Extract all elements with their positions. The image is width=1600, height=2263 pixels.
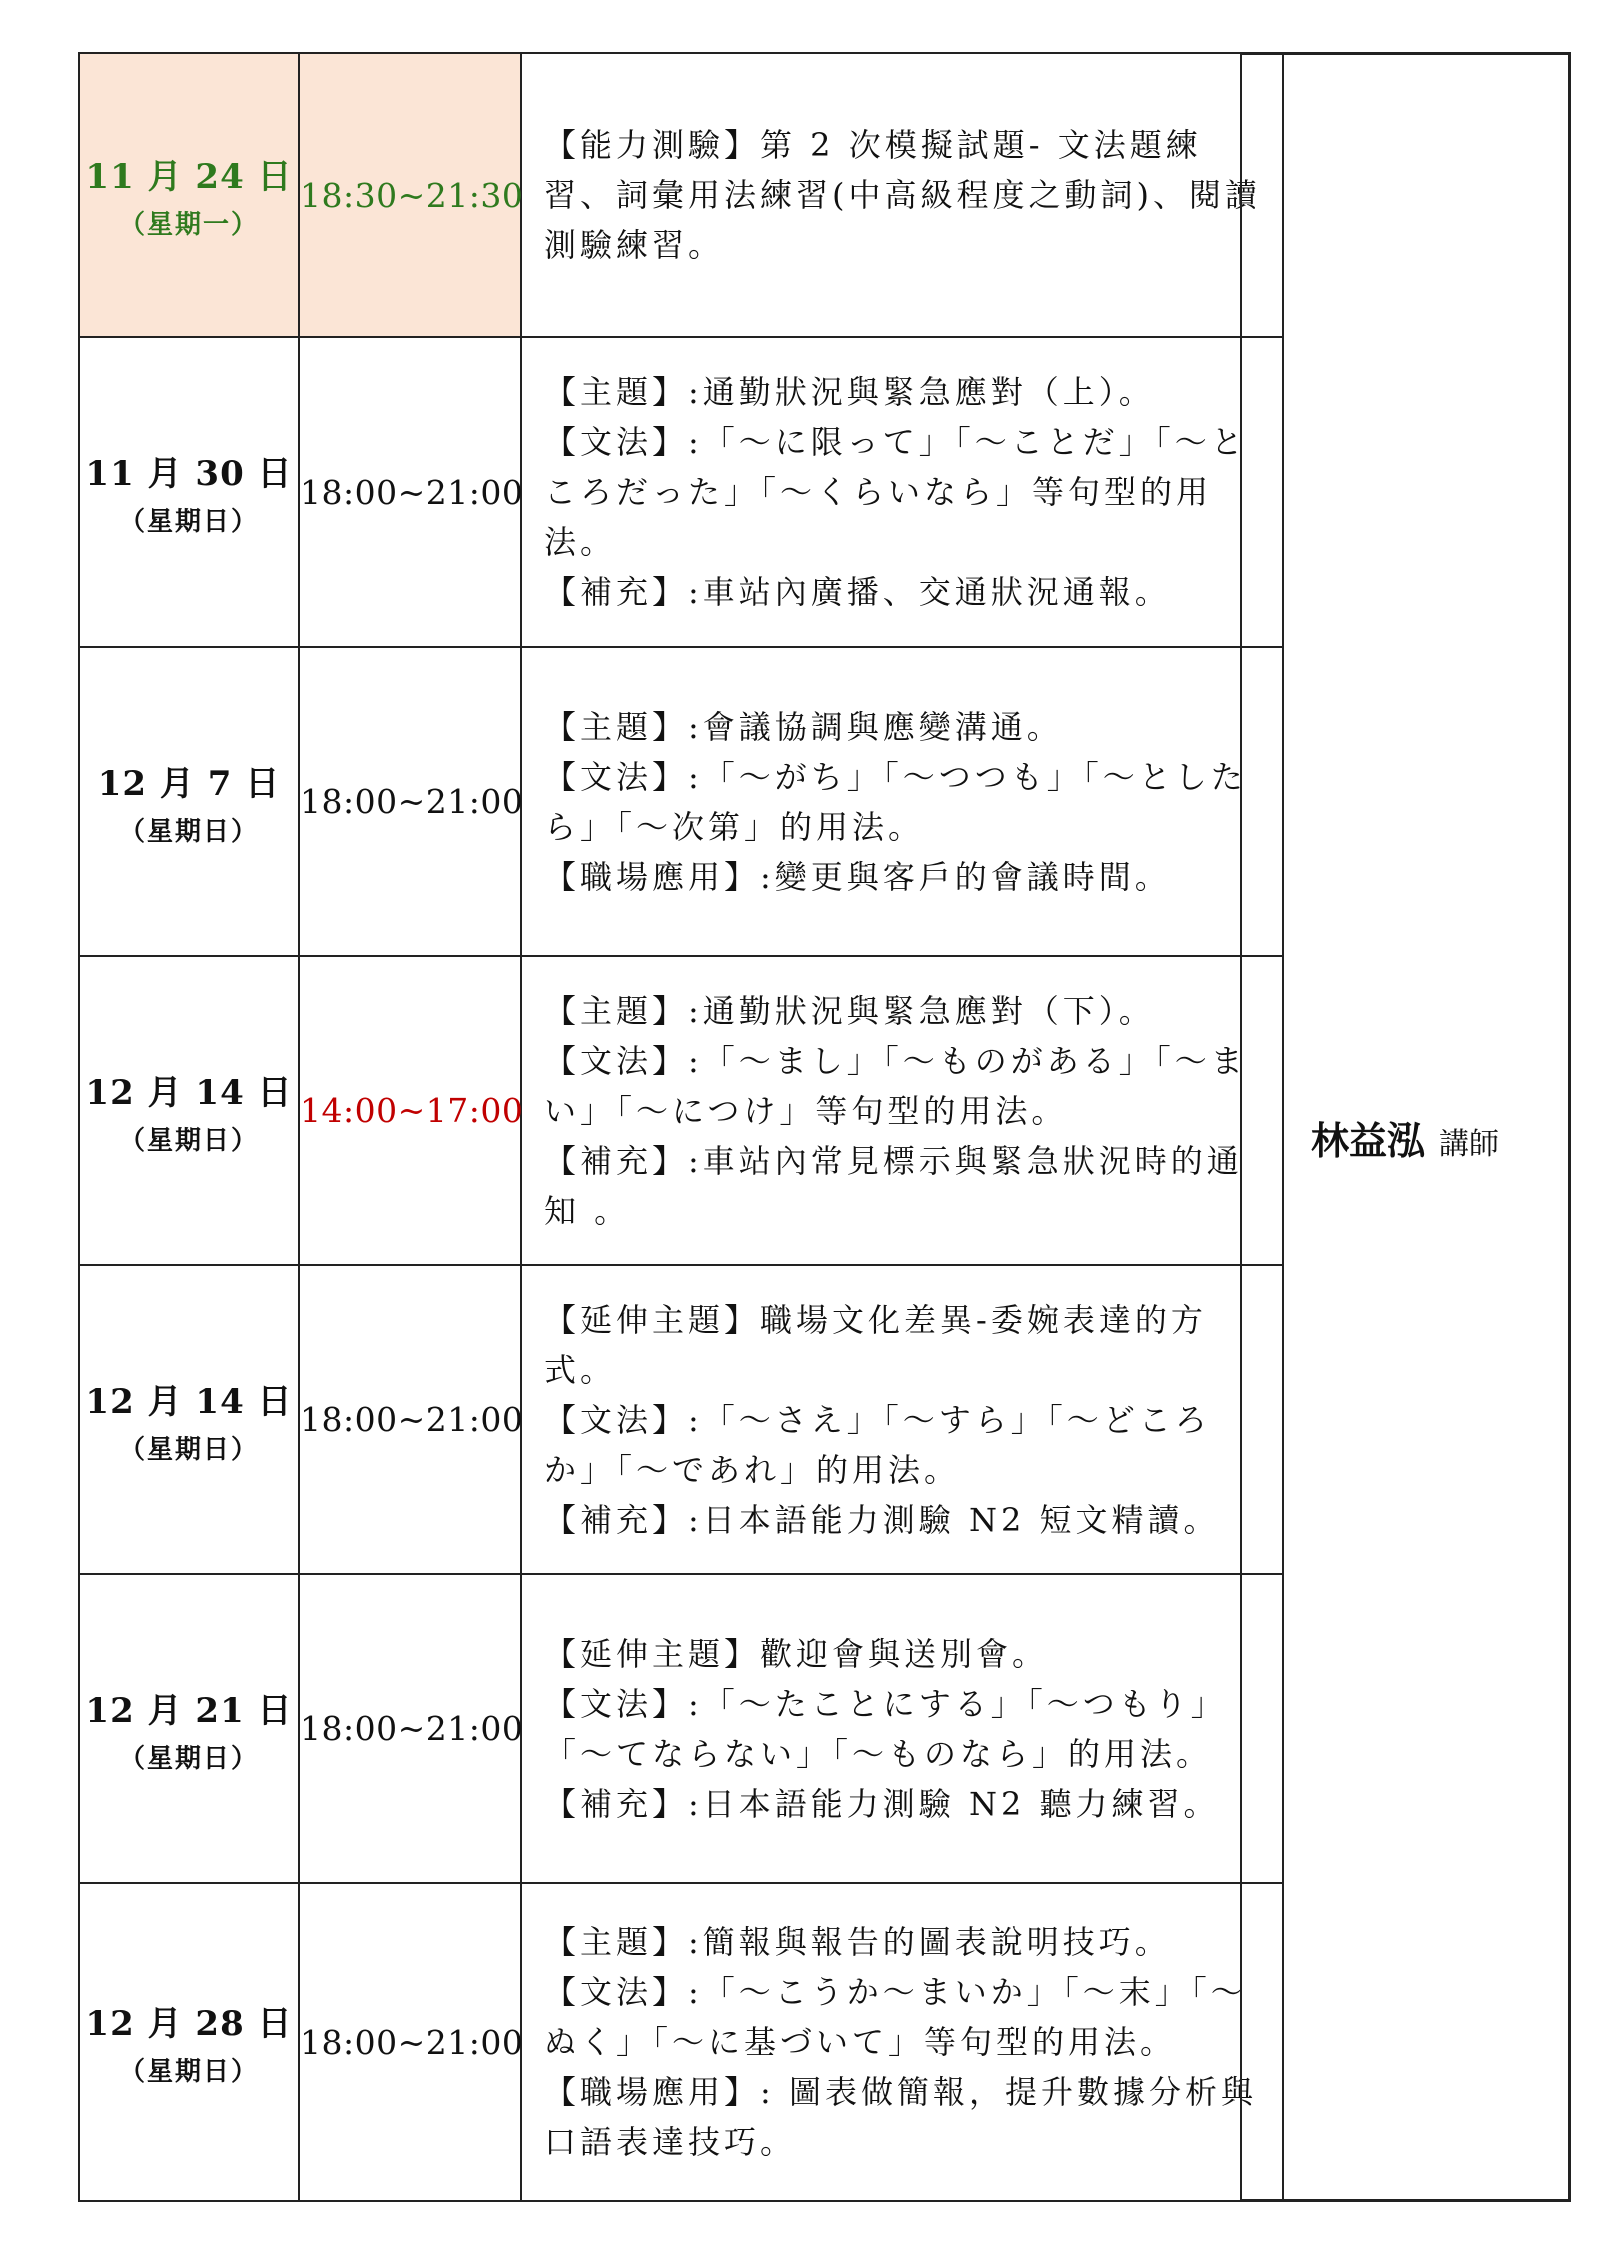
content-cell [521, 956, 1283, 1265]
time-cell: 18:00~21:00 [299, 1574, 521, 1883]
content-line: 【延伸主題】歡迎會與送別會。 [544, 1634, 1049, 1673]
content-cell [521, 337, 1283, 647]
content-line: 【文法】:「～さえ」「～すら」「～どころか」「～であれ」的用法。 [544, 1400, 1211, 1489]
content-line: 【補充】:車站內常見標示與緊急狀況時的通知 。 [544, 1141, 1243, 1230]
date: 11 月 30 日 [85, 454, 293, 494]
date: 12 月 14 日 [85, 1381, 293, 1422]
time-cell: 18:30~21:30 [299, 53, 521, 337]
schedule-row [79, 647, 1283, 956]
content-cell [521, 1265, 1283, 1574]
content-line: 【補充】:日本語能力測驗 N2 短文精讀。 [544, 1500, 1220, 1539]
content-line: 【職場應用】: 圖表做簡報，提升數據分析與口語表達技巧。 [544, 2073, 1257, 2161]
schedule-row [79, 337, 1283, 647]
instructor-name: 林益泓 [1310, 1119, 1425, 1163]
weekday: （星期日） [118, 507, 259, 537]
content-line: 【補充】:日本語能力測驗 N2 聽力練習。 [544, 1784, 1220, 1823]
schedule-row [79, 1883, 1283, 2201]
schedule-table [78, 52, 1284, 2202]
content-line: 【文法】:「～がち」「～つつも」「～としたら」「～次第」的用法。 [544, 757, 1247, 846]
content-line: 【職場應用】:變更與客戶的會議時間。 [544, 857, 1171, 896]
content-line: 【主題】:簡報與報告的圖表說明技巧。 [544, 1923, 1171, 1961]
content-line: 【文法】:「～に限って」「～ことだ」「～ところだった」「～くらいなら」等句型的用法。 [544, 423, 1247, 561]
content-line: 【主題】:通勤狀況與緊急應對（上）。 [544, 373, 1155, 411]
content-line: 【延伸主題】職場文化差異-委婉表達的方式。 [544, 1300, 1207, 1389]
content-cell [521, 647, 1283, 956]
content-cell [521, 53, 1283, 337]
time-cell: 18:00~21:00 [299, 647, 521, 956]
weekday: （星期一） [118, 210, 259, 240]
content-line: 【文法】:「～まし」「～ものがある」「～まい」「～につけ」等句型的用法。 [544, 1041, 1247, 1130]
time-cell: 18:00~21:00 [299, 1883, 521, 2201]
content-line: 【文法】:「～こうか～まいか」「～末」「～ぬく」「～に基づいて」等句型的用法。 [544, 1973, 1247, 2061]
date-cell [79, 1883, 299, 2201]
date-cell [79, 647, 299, 956]
weekday: （星期日） [118, 1125, 259, 1156]
weekday: （星期日） [118, 2057, 259, 2087]
content-line: 【補充】:車站內廣播、交通狀況通報。 [544, 573, 1171, 611]
content-line: 【文法】:「～たことにする」「～つもり」「～てならない」「～ものなら」的用法。 [544, 1684, 1227, 1773]
date-cell [79, 53, 299, 337]
weekday: （星期日） [118, 816, 259, 847]
weekday: （星期日） [118, 1434, 259, 1465]
instructor-cell [1240, 52, 1571, 2202]
schedule-row [79, 1265, 1283, 1574]
date-cell [79, 337, 299, 647]
date-cell [79, 1574, 299, 1883]
time-cell: 18:00~21:00 [299, 1265, 521, 1574]
content-line: 【主題】:通勤狀況與緊急應對（下）。 [544, 991, 1155, 1030]
schedule-row [79, 956, 1283, 1265]
date: 12 月 28 日 [85, 2004, 293, 2044]
schedule-row [79, 53, 1283, 337]
time-cell: 14:00~17:00 [299, 956, 521, 1265]
content-cell [521, 1883, 1283, 2201]
course-schedule [78, 52, 1568, 2200]
date-cell [79, 1265, 299, 1574]
instructor-title: 講師 [1439, 1127, 1499, 1162]
date: 12 月 7 日 [97, 763, 281, 804]
content-line: 【能力測驗】第 2 次模擬試題- 文法題練習、詞彙用法練習(中高級程度之動詞)、閱讀測驗練習。 [544, 126, 1261, 264]
date: 11 月 24 日 [85, 157, 293, 197]
date-cell [79, 956, 299, 1265]
date: 12 月 21 日 [85, 1690, 293, 1731]
content-cell [521, 1574, 1283, 1883]
weekday: （星期日） [118, 1743, 259, 1774]
schedule-row [79, 1574, 1283, 1883]
date: 12 月 14 日 [85, 1072, 293, 1113]
instructor [1242, 1110, 1568, 1165]
time-cell: 18:00~21:00 [299, 337, 521, 647]
content-line: 【主題】:會議協調與應變溝通。 [544, 707, 1063, 746]
